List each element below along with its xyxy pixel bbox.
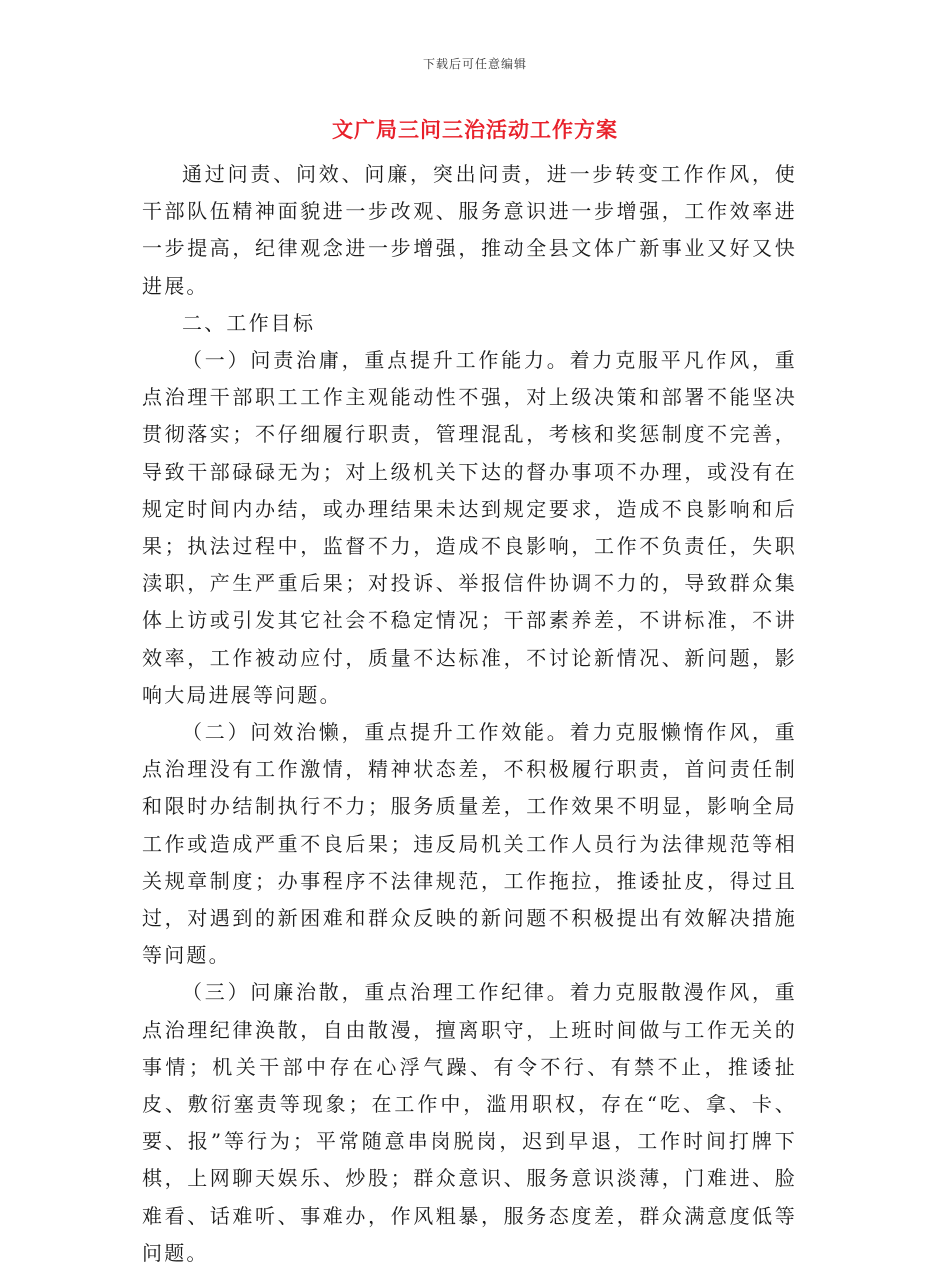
section-heading-goals: 二、工作目标 bbox=[182, 310, 316, 335]
paragraph-item-2: （二）问效治懒，重点提升工作效能。着力克服懒惰作风，重点治理没有工作激情，精神状态差，不积极履行职责，首问责任制和限时办结制执行不力；服务质量差，工作效果不明显，影响全局工作或造成严重不良后果；违反局机关工作人员行为法律规范等相关规章制度；办事程序不法律规范，工作拖拉，推诿扯皮，得过且过，对遇到的新困难和群众反映的新问题不积极提出有效解决措施等问题。 bbox=[142, 720, 797, 968]
header-note: 下载后可任意编辑 bbox=[422, 57, 527, 71]
paragraph-intro: 通过问责、问效、问廉，突出问责，进一步转变工作作风，使干部队伍精神面貌进一步改观、服务意识进一步增强，工作效率进一步提高，纪律观念进一步增强，推动全县文体广新事业又好又快进展。 bbox=[142, 162, 797, 298]
paragraph-item-1: （一）问责治庸，重点提升工作能力。着力克服平凡作风，重点治理干部职工工作主观能动性不强，对上级决策和部署不能坚决贯彻落实；不仔细履行职责，管理混乱，考核和奖惩制度不完善，导致干部碌碌无为；对上级机关下达的督办事项不办理，或没有在规定时间内办结，或办理结果未达到规定要求，造成不良影响和后果；执法过程中，监督不力，造成不良影响，工作不负责任，失职渎职，产生严重后果；对投诉、举报信件协调不力的，导致群众集体上访或引发其它社会不稳定情况；干部素养差，不讲标准，不讲效率，工作被动应付，质量不达标准，不讨论新情况、新问题，影响大局进展等问题。 bbox=[142, 348, 797, 707]
document-body bbox=[142, 156, 797, 1272]
paragraph-item-3: （三）问廉治散，重点治理工作纪律。着力克服散漫作风，重点治理纪律涣散，自由散漫，擅离职守，上班时间做与工作无关的事情；机关干部中存在心浮气躁、有令不行、有禁不止，推诿扯皮、敷衍塞责等现象；在工作中，滥用职权，存在“吃、拿、卡、要、报”等行为；平常随意串岗脱岗，迟到早退，工作时间打牌下棋，上网聊天娱乐、炒股；群众意识、服务意识淡薄，门难进、脸难看、话难听、事难办，作风粗暴，服务态度差，群众满意度低等问题。 bbox=[142, 980, 797, 1265]
document-title: 文广局三问三治活动工作方案 bbox=[332, 117, 618, 142]
